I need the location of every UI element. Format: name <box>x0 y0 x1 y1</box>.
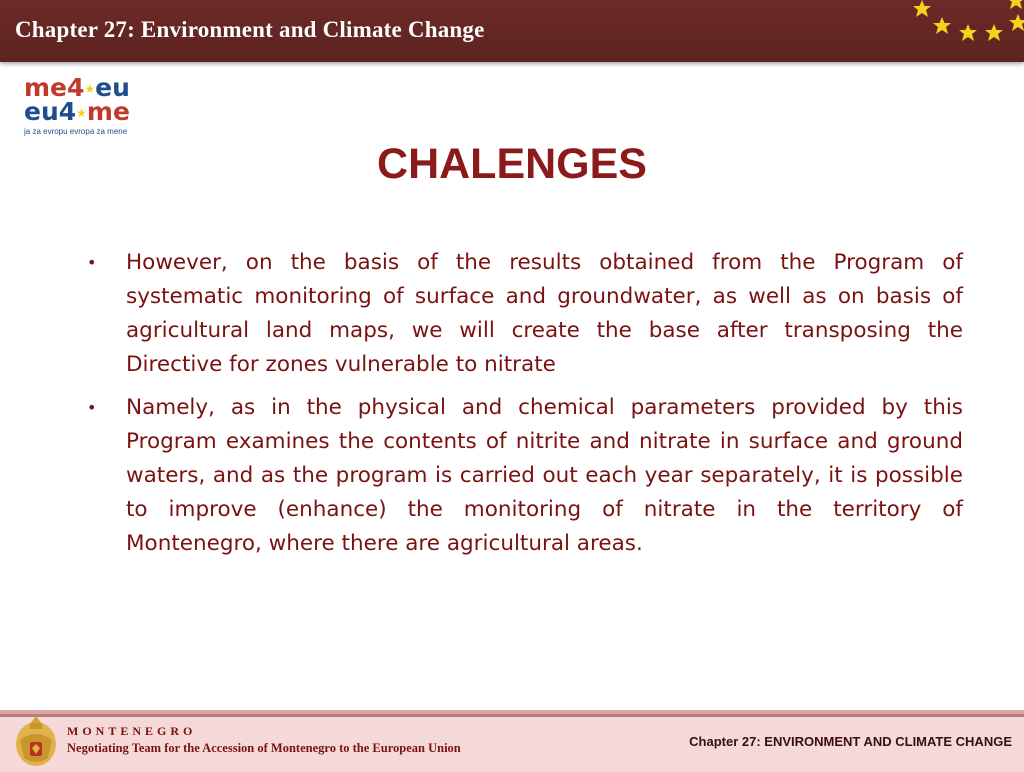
montenegro-coat-of-arms-icon <box>12 714 60 768</box>
star-icon <box>1009 14 1024 31</box>
footer-divider <box>0 714 1024 717</box>
logo-tagline: ja za evropu evropa za mene <box>24 127 128 136</box>
bullet-text: Namely, as in the physical and chemical parameters provided by this Program examines the contents of nitrite and nitrate in surface and ground waters, and as the program is carried out each year separately, it is possible to improve (enhance) the monitoring of nitrate in the territory of Montenegro, where there are agricultural areas. <box>126 395 963 556</box>
bullet-list <box>87 246 963 570</box>
slide-title: CHALENGES <box>377 140 647 188</box>
header-bar <box>0 0 1024 62</box>
bullet-dot-icon: • <box>87 253 97 272</box>
footer-country: MONTENEGRO <box>67 724 197 738</box>
logo-line-1: me4★eu <box>24 73 130 102</box>
footer-chapter: Chapter 27: ENVIRONMENT AND CLIMATE CHANGE <box>689 734 1012 749</box>
bullet-item <box>87 246 963 382</box>
eu-stars-icon <box>874 0 1024 60</box>
star-icon <box>933 17 951 34</box>
bullet-item <box>87 391 963 561</box>
footer-team: Negotiating Team for the Accession of Montenegro to the European Union <box>67 741 461 755</box>
star-icon <box>1007 0 1024 9</box>
header-title: Chapter 27: Environment and Climate Change <box>15 17 485 42</box>
bullet-text: However, on the basis of the results obtained from the Program of systematic monitoring of surface and groundwater, as well as on basis of agricultural land maps, we will create the base after transposing the Directive for zones vulnerable to nitrate <box>126 250 963 377</box>
star-icon <box>985 24 1003 41</box>
star-icon <box>959 24 977 41</box>
me4eu-logo <box>24 73 148 140</box>
star-icon <box>913 0 931 17</box>
bullet-dot-icon: • <box>87 398 97 417</box>
logo-line-2: eu4★me <box>24 97 130 126</box>
